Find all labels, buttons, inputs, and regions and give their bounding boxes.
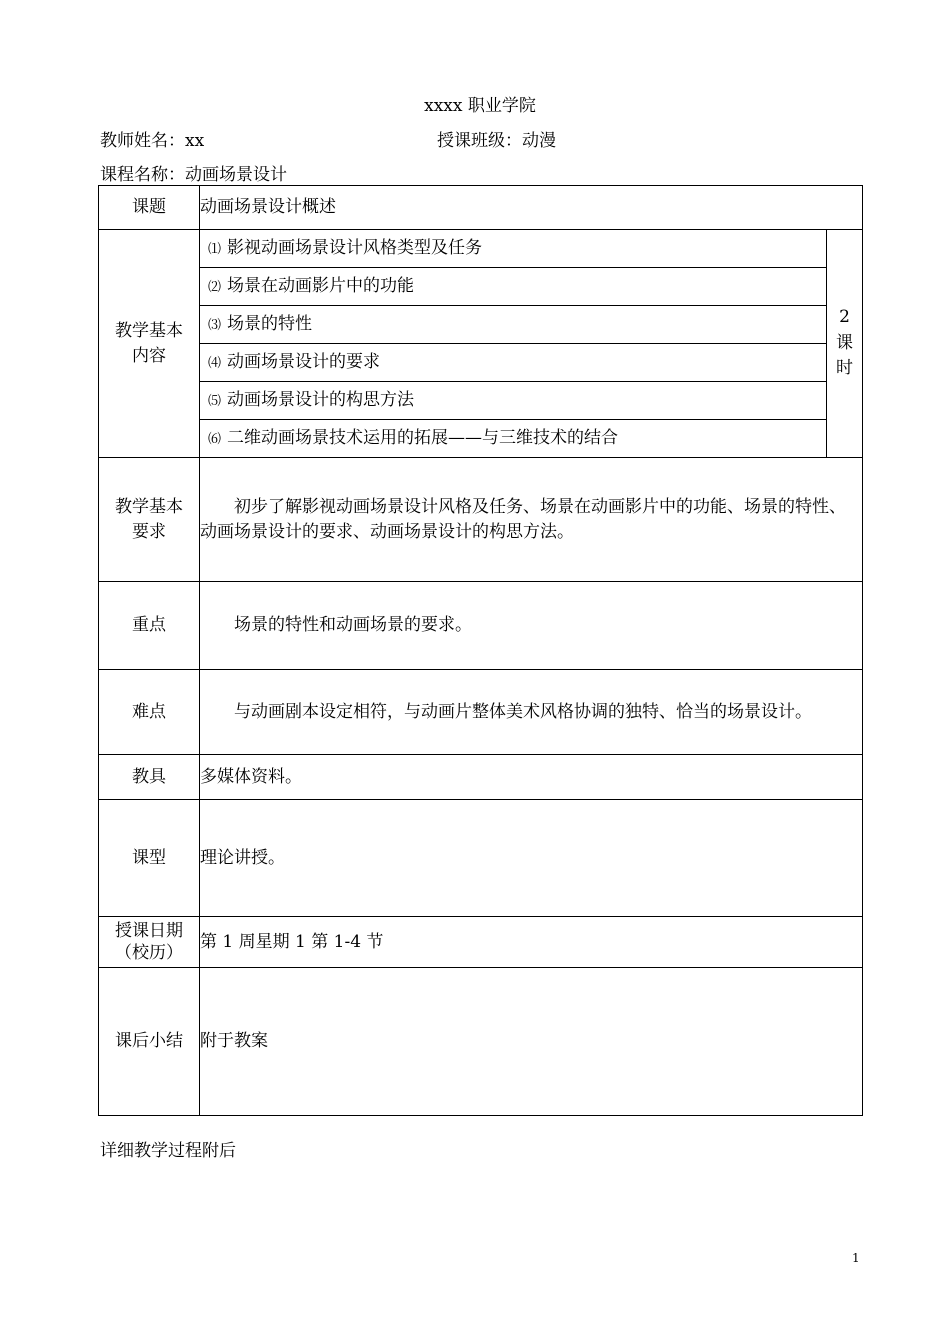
item-text: 场景在动画影片中的功能: [227, 276, 415, 297]
item-text: 二维动画场景技术运用的拓展——与三维技术的结合: [227, 428, 619, 449]
content-label: 教学基本 内容: [99, 230, 200, 458]
row-lesson-type: [99, 800, 863, 917]
footer-note: 详细教学过程附后: [100, 1141, 236, 1161]
requirements-value: 初步了解影视动画场景设计风格及任务、场景在动画影片中的功能、场景的特性、动画场景设计的要求、动画场景设计的构思方法。: [200, 458, 863, 582]
summary-value: 附于教案: [200, 968, 863, 1116]
content-item: [200, 382, 827, 420]
row-content: [99, 230, 863, 458]
type-value: 理论讲授。: [200, 800, 863, 917]
tools-value: 多媒体资料。: [200, 755, 863, 800]
content-items-table: [200, 230, 862, 457]
class-name: 授课班级：动漫: [437, 131, 556, 151]
item-text: 动画场景设计的构思方法: [227, 390, 415, 411]
item-number: ⑶: [208, 318, 222, 334]
item-number: ⑷: [208, 356, 222, 372]
content-item: [200, 230, 827, 268]
difficulty-value: 与动画剧本设定相符，与动画片整体美术风格协调的独特、恰当的场景设计。: [200, 670, 863, 755]
content-cell: [200, 230, 863, 458]
content-item: [200, 268, 827, 306]
content-item: [200, 344, 827, 382]
content-item: [200, 420, 827, 458]
item-number: ⑵: [208, 280, 222, 296]
content-item: [200, 306, 827, 344]
row-key-points: [99, 582, 863, 670]
requirements-label: 教学基本 要求: [99, 458, 200, 582]
row-requirements: [99, 458, 863, 582]
teacher-name: 教师姓名：xx: [100, 131, 205, 151]
item-text: 动画场景设计的要求: [227, 352, 381, 373]
key-label: 重点: [99, 582, 200, 670]
item-text: 影视动画场景设计风格类型及任务: [227, 238, 483, 259]
row-date: [99, 917, 863, 968]
item-number: ⑹: [208, 432, 222, 448]
row-difficulty: [99, 670, 863, 755]
item-number: ⑴: [208, 242, 222, 258]
row-summary: [99, 968, 863, 1116]
topic-label: 课题: [99, 186, 200, 230]
row-tools: [99, 755, 863, 800]
item-text: 场景的特性: [227, 314, 313, 335]
row-topic: [99, 186, 863, 230]
item-number: ⑸: [208, 394, 222, 410]
summary-label: 课后小结: [99, 968, 200, 1116]
type-label: 课型: [99, 800, 200, 917]
key-value: 场景的特性和动画场景的要求。: [200, 582, 863, 670]
topic-value: 动画场景设计概述: [200, 186, 863, 230]
difficulty-label: 难点: [99, 670, 200, 755]
hours-cell: 2 课 时: [836, 307, 853, 379]
date-value: 第 1 周星期 1 第 1-4 节: [200, 917, 863, 968]
document-title: xxxx 职业学院: [424, 96, 536, 116]
page-number: 1: [852, 1251, 860, 1265]
tools-label: 教具: [99, 755, 200, 800]
date-label: 授课日期 （校历）: [99, 917, 200, 968]
course-name: 课程名称：动画场景设计: [100, 165, 287, 185]
lesson-plan-table: [98, 185, 863, 1116]
